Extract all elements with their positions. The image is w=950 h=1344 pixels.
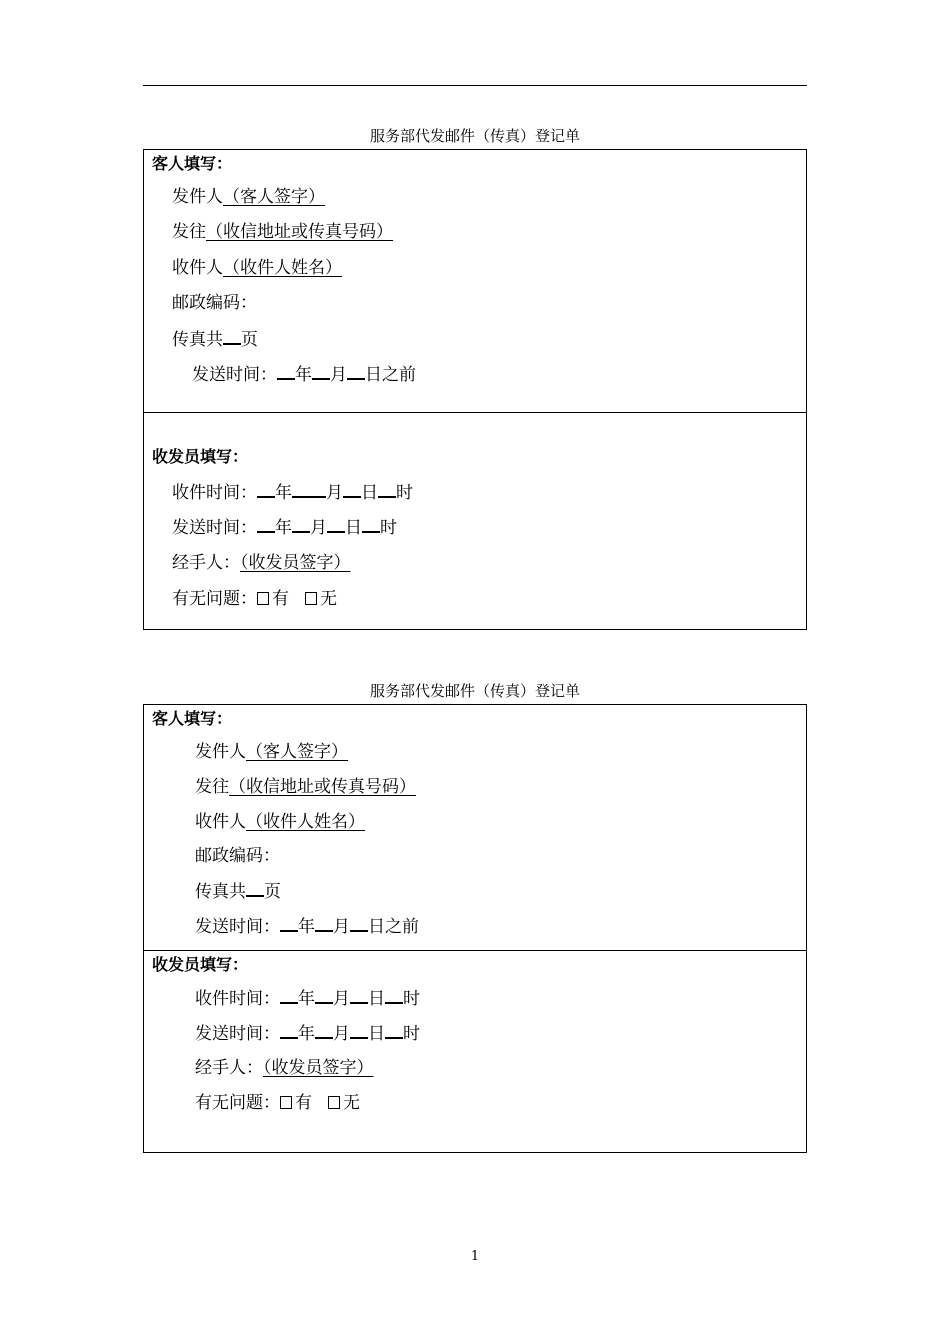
sender-field[interactable]: 发件人（客人签字） (172, 187, 325, 207)
clerk-section (144, 950, 806, 1152)
issue-yes-option[interactable]: 有 (280, 1093, 312, 1113)
receive-time-field[interactable]: 收件时间： 年 月 日 时 (195, 986, 420, 1011)
customer-section-heading: 客人填写： (152, 709, 233, 728)
fax-pages-field[interactable]: 传真共 页 (195, 879, 281, 904)
issue-field: 有无问题： 有 无 (172, 589, 337, 609)
send-to-field[interactable]: 发往（收信地址或传真号码） (195, 777, 416, 797)
issue-no-option[interactable]: 无 (328, 1093, 360, 1113)
registration-form (143, 149, 807, 630)
checkbox-icon[interactable] (328, 1096, 340, 1109)
clerk-section-heading: 收发员填写： (152, 447, 249, 466)
handler-field[interactable]: 经手人：（收发员签字） (172, 553, 351, 573)
send-time-field[interactable]: 发送时间： 年 月 日之前 (192, 362, 416, 387)
recipient-field[interactable]: 收件人（收件人姓名） (172, 258, 342, 278)
clerk-section-heading: 收发员填写： (152, 955, 249, 974)
customer-section (144, 150, 806, 412)
header-rule (143, 85, 807, 86)
customer-section (144, 705, 806, 950)
send-to-field[interactable]: 发往（收信地址或传真号码） (172, 222, 393, 242)
issue-field: 有无问题： 有 无 (195, 1093, 360, 1113)
fax-pages-field[interactable]: 传真共 页 (172, 327, 258, 352)
clerk-section (144, 412, 806, 629)
checkbox-icon[interactable] (257, 592, 269, 605)
sender-field[interactable]: 发件人（客人签字） (195, 742, 348, 762)
form-title: 服务部代发邮件（传真）登记单 (369, 682, 580, 700)
customer-section-heading: 客人填写： (152, 154, 233, 173)
recipient-field[interactable]: 收件人（收件人姓名） (195, 812, 365, 832)
postal-code-field[interactable]: 邮政编码： (195, 846, 280, 866)
form-title: 服务部代发邮件（传真）登记单 (369, 127, 580, 145)
checkbox-icon[interactable] (280, 1096, 292, 1109)
clerk-send-time-field[interactable]: 发送时间： 年 月 日 时 (195, 1021, 420, 1046)
postal-code-field[interactable]: 邮政编码： (172, 293, 257, 313)
receive-time-field[interactable]: 收件时间： 年 月 日 时 (172, 480, 413, 505)
handler-field[interactable]: 经手人：（收发员签字） (195, 1058, 374, 1078)
registration-form (143, 704, 807, 1153)
page-number: 1 (470, 1249, 480, 1264)
clerk-send-time-field[interactable]: 发送时间： 年 月 日 时 (172, 515, 397, 540)
send-time-field[interactable]: 发送时间： 年 月 日之前 (195, 914, 419, 939)
checkbox-icon[interactable] (305, 592, 317, 605)
issue-no-option[interactable]: 无 (305, 589, 337, 609)
issue-yes-option[interactable]: 有 (257, 589, 289, 609)
